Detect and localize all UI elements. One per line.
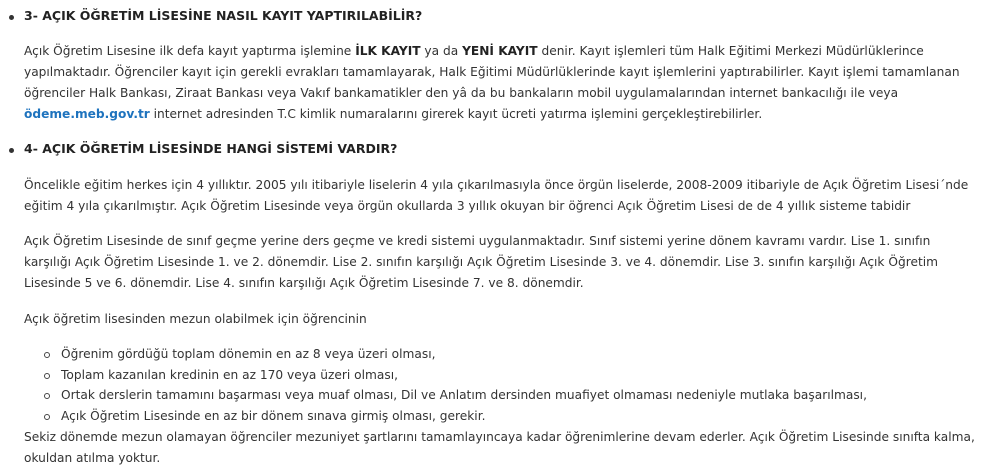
list-item: [24, 385, 979, 406]
bullet-dot: [9, 15, 14, 20]
text-run: Açık Öğretim Lisesine ilk defa kayıt yaptırma işlemine: [24, 44, 356, 58]
section-4-paragraph-2: Açık Öğretim Lisesinde de sınıf geçme yerine ders geçme ve kredi sistemi uygulanmaktadır. Sınıf sistemi yerine dönem kavramı vardır. Lise 1. sınıfın karşılığı Açık Öğretim Lisesinde 1. ve 2. dönemdir. Lise 2. sınıfın karşılığı Açık Öğretim Lisesinde 3. ve 4. dönemdir. Lise 3. sınıfın karşılığı Açık Öğretim Lisesinde 5 ve 6. dönemdir. Lise 4. sınıfın karşılığı Açık Öğretim Lisesinde 7. ve 8. dönemdir.: [24, 234, 938, 290]
section-4-paragraph-1: Öncelikle eğitim herkes için 4 yıllıktır. 2005 yılı itibariyle liselerin 4 yıla çıkarılmasıyla önce örgün liselerde, 2008-2009 itibariyle de Açık Öğretim Lisesi´nde eğitim 4 yıla çıkarılmıştır. Açık Öğretim Lisesinde veya örgün okullarda 3 yıllık okuyan bir öğrenci Açık Öğretim Lisesi de de 4 yıllık sisteme tabidir: [24, 178, 969, 213]
text-run: denir. Kayıt işlemleri tüm Halk Eğitimi Merkezi Müdürlüklerince yapılmaktadır. Öğrenciler kayıt için gerekli evrakları tamamlayarak, Halk Eğitimi Müdürlüklerinde kayıt işlemlerini yaptırabilirler. Kayıt işlemi tamamlanan öğrenciler Halk Bankası, Ziraat Bankası veya Vakıf bankamatikler den yâ da bu bankaların mobil uygulamalarından internet bankacılığı ile veya: [24, 44, 960, 100]
circle-bullet-icon: [44, 393, 50, 399]
list-item-text: Açık Öğretim Lisesinde en az bir dönem sınava girmiş olması, gerekir.: [61, 408, 486, 423]
list-item-text: Toplam kazanılan kredinin en az 170 veya üzeri olması,: [61, 367, 398, 382]
list-item: [24, 406, 979, 427]
bold-yeni-kayit: YENİ KAYIT: [462, 44, 538, 58]
list-item: [24, 365, 979, 386]
circle-bullet-icon: [44, 414, 50, 420]
circle-bullet-icon: [44, 373, 50, 379]
text-run: ya da: [420, 44, 463, 58]
bullet-dot: [9, 148, 14, 153]
text-run: internet adresinden T.C kimlik numaralarını girerek kayıt ücreti yatırma işlemini gerçekleştirebilirler.: [149, 107, 763, 121]
list-item-text: Ortak derslerin tamamını başarması veya muaf olması, Dil ve Anlatım dersinden muafiyet olmaması nedeniyle mutlaka başarılması,: [61, 388, 867, 402]
section-3-paragraph: [24, 41, 979, 125]
section-4-paragraph-4: Sekiz dönemde mezun olamayan öğrenciler mezuniyet şartlarını tamamlayıncaya kadar öğrenimlerine devam ederler. Açık Öğretim Lisesinde sınıfta kalma, okuldan atılma yoktur.: [24, 430, 975, 465]
payment-link[interactable]: ödeme.meb.gov.tr: [24, 107, 150, 121]
circle-bullet-icon: [44, 352, 50, 358]
list-item-text: Öğrenim gördüğü toplam dönemin en az 8 veya üzeri olması,: [61, 347, 436, 361]
graduation-requirements-list: [24, 344, 979, 426]
section-4-paragraph-3: Açık öğretim lisesinden mezun olabilmek için öğrencinin: [24, 312, 367, 326]
section-3-heading: 3- AÇIK ÖĞRETİM LİSESİNE NASIL KAYIT YAPTIRILABİLİR?: [24, 8, 423, 23]
bold-ilk-kayit: İLK KAYIT: [355, 44, 421, 58]
section-4-heading: 4- AÇIK ÖĞRETİM LİSESİNDE HANGİ SİSTEMİ VARDIR?: [24, 141, 398, 156]
list-item: [24, 344, 979, 365]
